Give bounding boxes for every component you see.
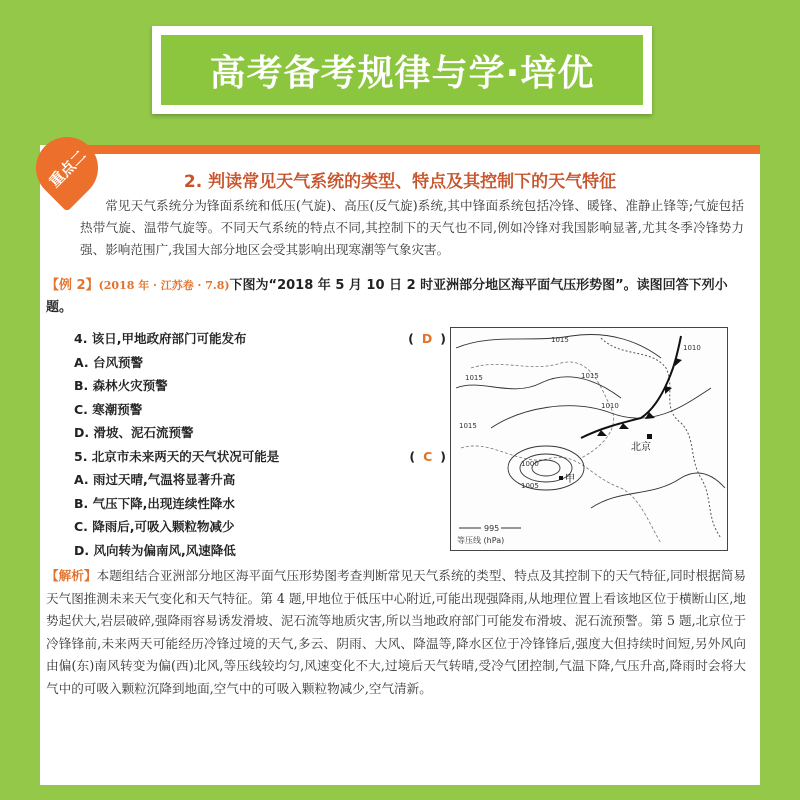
question-4-stem: 4. 该日,甲地政府部门可能发布: [74, 331, 247, 346]
option: B. 气压下降,出现连续性降水: [74, 495, 235, 511]
beijing-label: 北京: [631, 442, 651, 453]
analysis-paragraph: [46, 565, 746, 701]
isobar-label: 1015: [465, 374, 483, 382]
beijing-marker: [647, 434, 652, 439]
bracket-close: ): [440, 448, 446, 464]
question-5-stem: 5. 北京市未来两天的天气状况可能是: [74, 448, 280, 464]
example-source: (2018 年 · 江苏卷 · 7.8): [98, 279, 230, 292]
option: C. 降雨后,可吸入颗粒物减少: [74, 519, 235, 534]
isobar-label: 1010: [601, 402, 619, 410]
isobar: [591, 473, 725, 508]
question-4-answer: [408, 327, 446, 351]
section-title: 2. 判读常见天气系统的类型、特点及其控制下的天气特征: [183, 172, 617, 192]
option: C. 寒潮预警: [74, 401, 143, 417]
option: A. 雨过天晴,气温将显著升高: [74, 472, 236, 487]
pressure-map-svg: [451, 328, 727, 550]
example-prompt: 下图为“2018 年 5 月 10 日 2 时亚洲部分地区海平面气压形势图”。读图回答下列小题。: [46, 278, 728, 315]
isobar-label: 1000: [521, 460, 539, 468]
option: A. 台风预警: [74, 354, 144, 370]
intro-paragraph: 常见天气系统分为锋面系统和低压(气旋)、高压(反气旋)系统,其中锋面系统包括冷锋、暖锋、准静止锋等;气旋包括热带气旋、温带气旋等。不同天气系统的特点不同,其控制下的天气也不同,例如冷锋对我国影响显著,尤其冬季冷锋势力强、影响范围广,我国大部分地区会受其影响出现寒潮等气象灾害。: [80, 198, 744, 257]
question-stem: [74, 327, 446, 351]
legend-label: 等压线 (hPa): [457, 536, 505, 545]
isobar-label: 1005: [521, 482, 539, 490]
pressure-map: [450, 327, 728, 551]
bracket-open: (: [409, 448, 416, 464]
question-list: [74, 327, 446, 562]
section-tag-label: 重点二: [45, 146, 90, 191]
jia-label: 甲: [565, 474, 575, 485]
answer-letter: D: [421, 331, 433, 346]
cold-front-triangle: [665, 386, 672, 394]
isobar-label: 1010: [683, 344, 701, 352]
bracket-open: (: [408, 331, 414, 346]
banner-inner: [161, 35, 643, 105]
isobar-label: 1015: [459, 422, 477, 430]
section-rule: [80, 145, 760, 154]
question-stem: [74, 445, 446, 469]
example-tag: 【例 2】: [46, 278, 99, 293]
cold-front-triangle: [675, 358, 682, 366]
bracket-close: ): [440, 331, 446, 346]
answer-letter: C: [423, 448, 433, 464]
document-page: [40, 145, 760, 785]
option: D. 风向转为偏南风,风速降低: [74, 542, 236, 558]
option: D. 滑坡、泥石流预警: [74, 425, 194, 440]
isobar-label: 1015: [581, 372, 599, 380]
isobar-label: 1015: [551, 336, 569, 344]
coastline: [601, 338, 721, 538]
option: B. 森林火灾预警: [74, 378, 168, 393]
banner-title: 高考备考规律与学·培优: [209, 52, 595, 94]
jia-marker: [559, 476, 563, 480]
legend-value: 995: [484, 524, 500, 533]
banner: [152, 26, 652, 114]
analysis-tag: 【解析】: [46, 568, 97, 583]
question-5-answer: [409, 445, 446, 469]
analysis-text: 本题组结合亚洲部分地区海平面气压形势图考查判断常见天气系统的类型、特点及其控制下的天气特征,同时根据简易天气图推测未来天气变化和天气特征。第 4 题,甲地位于低压中心附近,可能出现强降雨,从地理位置上看该地区位于横断山区,地势起伏大,岩层破碎,强降雨容易诱发滑坡、泥石流等地质灾害,所以当地政府部门可能发布滑坡、泥石流预警。第 5 题,北京位于冷锋锋前,未来两天可能经历冷锋过境的天气,多云、阴雨、大风、降温等,降水区位于冷锋锋后,强度大但持续时间短,另外风向由偏(东)南风转变为偏(西)北风,等压线较均匀,风速变化不大,过境后天气转晴,受冷气团控制,气温下降,气压升高,降雨时会将大气中的可吸入颗粒沉降到地面,空气中的可吸入颗粒物减少,空气清新。: [46, 568, 746, 696]
example-heading: [46, 275, 748, 319]
